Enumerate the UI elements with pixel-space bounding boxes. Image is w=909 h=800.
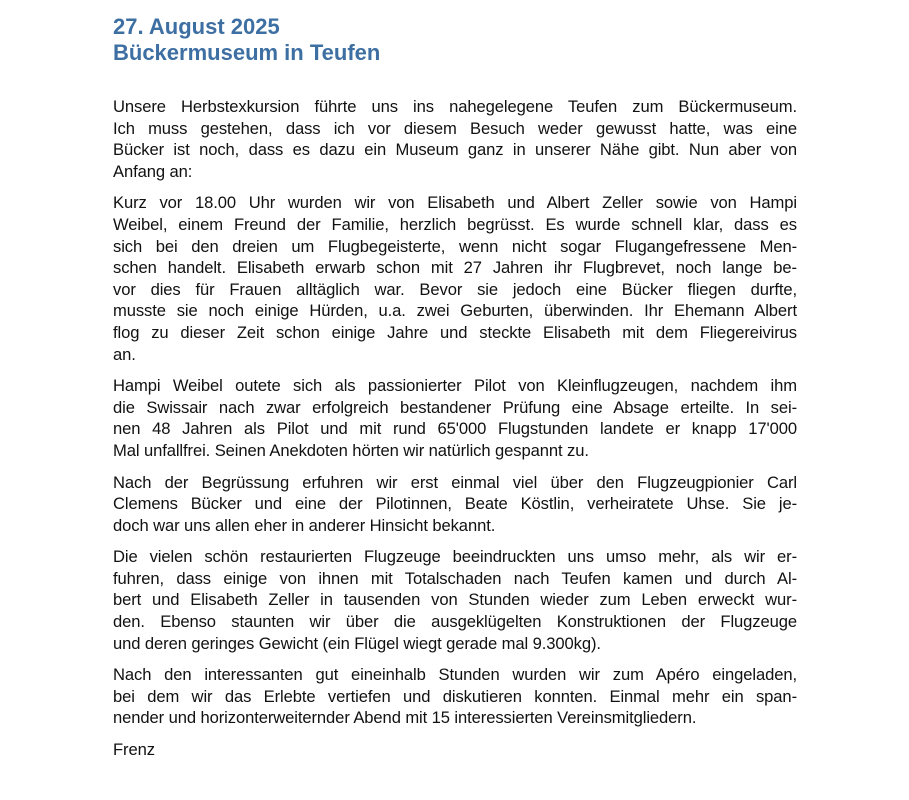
text-line: Hampi Weibel outete sich als passionierter Pilot von Kleinflugzeugen, nachdem ihm: [113, 376, 797, 396]
paragraph-intro: [113, 96, 797, 182]
text-line: doch war uns allen eher in anderer Hinsicht bekannt.: [113, 515, 496, 535]
text-line: Mal unfallfrei. Seinen Anekdoten hörten wir natürlich gespannt zu.: [113, 440, 589, 460]
signature: Frenz: [113, 740, 155, 760]
text-line: fuhren, dass einige von ihnen mit Totalschaden nach Teufen kamen und durch Al-: [113, 568, 797, 588]
article-date: 27. August 2025: [113, 14, 280, 39]
article-title: Bückermuseum in Teufen: [113, 40, 381, 65]
paragraph-buecker: [113, 472, 797, 537]
text-line: und deren geringes Gewicht (ein Flügel wiegt gerade mal 9.300kg).: [113, 633, 601, 653]
paragraph-aircraft: [113, 546, 797, 654]
text-line: nender und horizonterweiternder Abend mit 15 interessierten Vereinsmitgliedern.: [113, 708, 697, 728]
paragraph-apero: [113, 664, 797, 729]
text-line: flog zu dieser Zeit schon einige Jahre und steckte Elisabeth mit dem Fliegereivirus: [113, 322, 797, 342]
text-line: Nach den interessanten gut eineinhalb Stunden wurden wir zum Apéro eingeladen,: [113, 665, 797, 685]
article: [113, 14, 797, 771]
text-line: Anfang an:: [113, 161, 193, 181]
article-header: [113, 14, 797, 66]
text-line: sich bei den dreien um Flugbegeisterte, wenn nicht sogar Flugangefressene Men-: [113, 236, 797, 256]
text-line: Bücker ist noch, dass es dazu ein Museum ganz in unserer Nähe gibt. Nun aber von: [113, 140, 797, 160]
text-line: Clemens Bücker und eine der Pilotinnen, Beate Köstlin, verheiratete Uhse. Sie je-: [113, 494, 797, 514]
text-line: Unsere Herbstexkursion führte uns ins nahegelegene Teufen zum Bückermuseum.: [113, 97, 797, 116]
text-line: die Swissair nach zwar erfolgreich bestandener Prüfung eine Absage erteilte. In sei-: [113, 397, 797, 417]
paragraph-hampi: [113, 375, 797, 461]
text-line: Weibel, einem Freund der Familie, herzlich begrüsst. Es wurde schnell klar, dass es: [113, 214, 797, 234]
text-line: vor dies für Frauen alltäglich war. Bevor sie jedoch eine Bücker fliegen durfte,: [113, 279, 797, 299]
text-line: schen handelt. Elisabeth erwarb schon mit 27 Jahren ihr Flugbrevet, noch lange be-: [113, 258, 797, 278]
text-line: bei dem wir das Erlebte vertiefen und diskutieren konnten. Einmal mehr ein span-: [113, 686, 797, 706]
text-line: Nach der Begrüssung erfuhren wir erst einmal viel über den Flugzeugpionier Carl: [113, 472, 797, 492]
text-line: bert und Elisabeth Zeller in tausenden von Stunden wieder zum Leben erweckt wur-: [113, 590, 797, 610]
text-line: nen 48 Jahren als Pilot und mit rund 65'000 Flugstunden landete er knapp 17'000: [113, 419, 797, 439]
text-line: Kurz vor 18.00 Uhr wurden wir von Elisabeth und Albert Zeller sowie von Hampi: [113, 193, 797, 213]
text-line: den. Ebenso staunten wir über die ausgeklügelten Konstruktionen der Flugzeuge: [113, 612, 797, 632]
paragraph-welcome: [113, 192, 797, 365]
text-line: Ich muss gestehen, dass ich vor diesem Besuch weder gewusst hatte, was eine: [113, 118, 797, 138]
text-line: an.: [113, 344, 136, 364]
text-line: Die vielen schön restaurierten Flugzeuge beeindruckten uns umso mehr, als wir er-: [113, 547, 797, 567]
text-line: musste sie noch einige Hürden, u.a. zwei Geburten, überwinden. Ihr Ehemann Albert: [113, 301, 797, 321]
